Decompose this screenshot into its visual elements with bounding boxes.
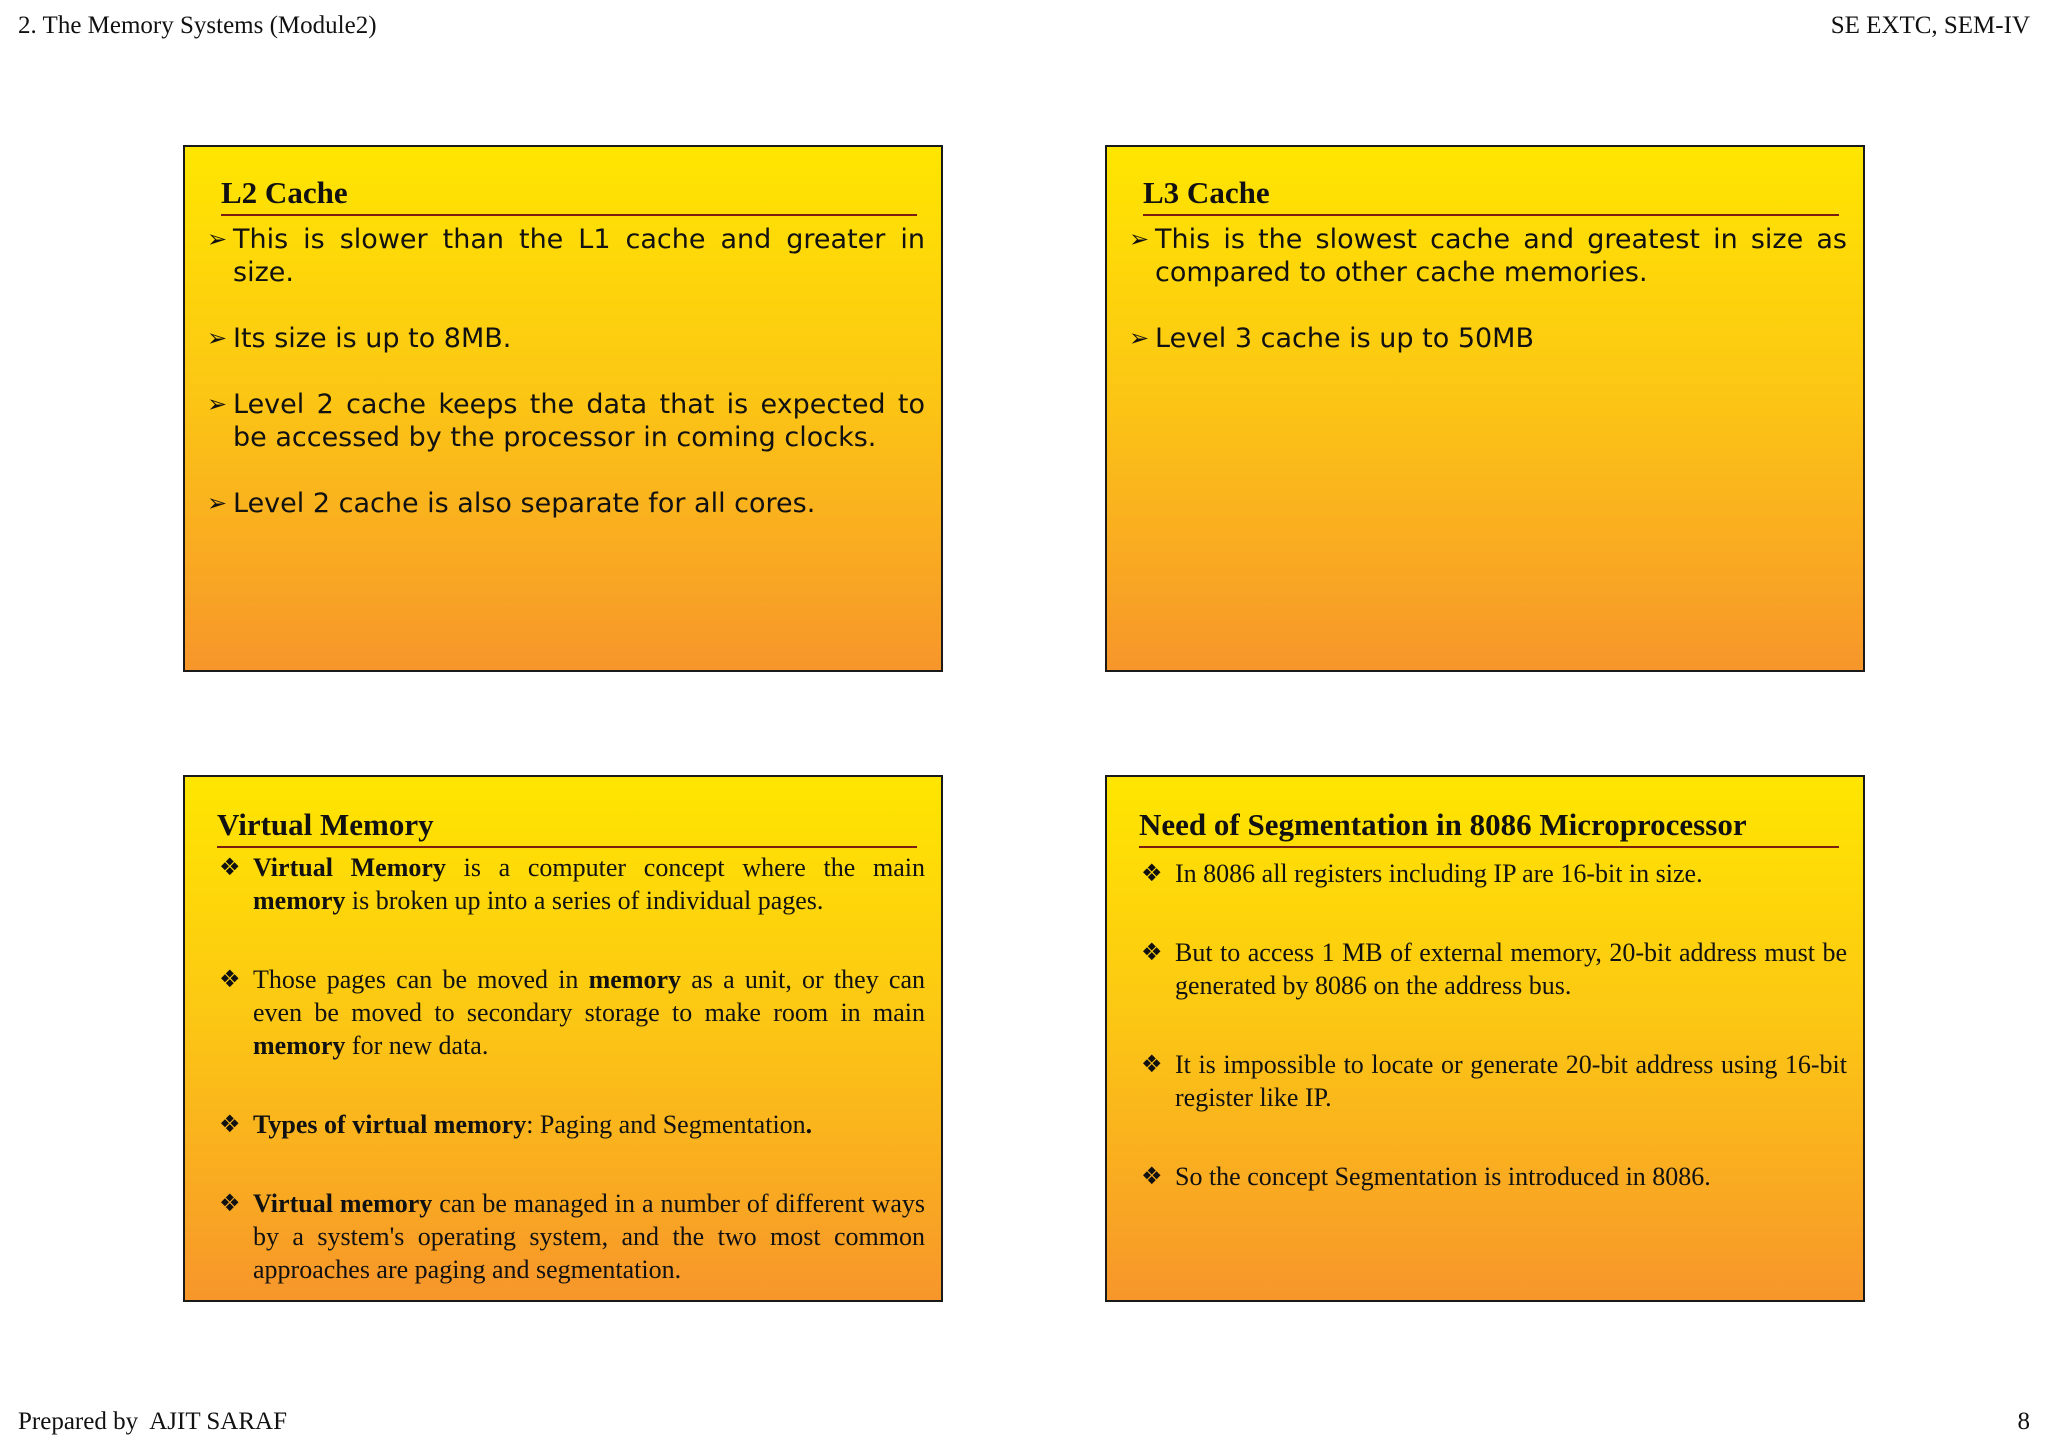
bold-term: Types of virtual memory (253, 1110, 527, 1139)
arrow-bullet-icon: ➢ (207, 489, 228, 517)
arrow-bullet-icon: ➢ (1129, 225, 1150, 253)
list-item (207, 487, 925, 520)
bullet-text: Those pages can be moved in (253, 965, 589, 994)
bullet-text: It is impossible to locate or generate 20-bit address using 16-bit register like IP. (1175, 1050, 1847, 1112)
arrow-bullet-icon: ➢ (207, 390, 228, 418)
page-number: 8 (2017, 1408, 2030, 1435)
bold-term: . (805, 1110, 813, 1139)
page-header-course: SE EXTC, SEM-IV (1830, 12, 2030, 39)
list-item (1141, 936, 1847, 1002)
bullet-text: This is the slowest cache and greatest in size as compared to other cache memories. (1155, 224, 1847, 288)
list-item (207, 322, 925, 355)
bold-term: memory (253, 1031, 346, 1060)
diamond-bullet-icon: ❖ (1141, 1050, 1163, 1078)
footer-author: Prepared by AJIT SARAF (18, 1408, 287, 1435)
arrow-bullet-icon: ➢ (207, 324, 228, 352)
slide-segmentation-8086 (1105, 775, 1865, 1302)
bullet-text: In 8086 all registers including IP are 16-bit in size. (1175, 859, 1703, 888)
bullet-text: But to access 1 MB of external memory, 20-bit address must be generated by 8086 on the address bus. (1175, 938, 1847, 1000)
bullet-text: So the concept Segmentation is introduced in 8086. (1175, 1162, 1711, 1191)
bullet-list (219, 851, 925, 1286)
diamond-bullet-icon: ❖ (1141, 859, 1163, 887)
slide-title: Virtual Memory (217, 807, 917, 848)
list-item (1141, 1048, 1847, 1114)
bullet-list (207, 223, 925, 553)
list-item (207, 223, 925, 289)
list-item (219, 851, 925, 917)
bold-term: Virtual memory (253, 1189, 433, 1218)
slide-l3-cache (1105, 145, 1865, 672)
bullet-text: : Paging and Segmentation (526, 1110, 806, 1139)
bullet-list (1141, 857, 1847, 1193)
bold-term: Virtual Memory (253, 853, 446, 882)
bullet-text: Level 3 cache is up to 50MB (1155, 323, 1535, 354)
slide-title: L2 Cache (221, 175, 917, 216)
diamond-bullet-icon: ❖ (219, 1110, 241, 1138)
bullet-text: Level 2 cache is also separate for all cores. (233, 488, 816, 519)
slide-title: L3 Cache (1143, 175, 1839, 216)
bullet-text: Level 2 cache keeps the data that is expected to be accessed by the processor in coming clocks. (233, 389, 925, 453)
bullet-text: for new data. (345, 1031, 489, 1060)
bullet-text: This is slower than the L1 cache and greater in size. (233, 224, 925, 288)
slide-l2-cache (183, 145, 943, 672)
list-item (1129, 322, 1847, 355)
diamond-bullet-icon: ❖ (219, 853, 241, 881)
diamond-bullet-icon: ❖ (219, 1189, 241, 1217)
bullet-text: is broken up into a series of individual pages. (345, 886, 824, 915)
list-item (1141, 1160, 1847, 1193)
list-item (219, 963, 925, 1062)
bullet-text: can be managed in a number of different ways by a system's operating system, and the two most common approaches are paging and segmentation. (253, 1189, 925, 1284)
diamond-bullet-icon: ❖ (1141, 1162, 1163, 1190)
arrow-bullet-icon: ➢ (207, 225, 228, 253)
slide-virtual-memory (183, 775, 943, 1302)
bullet-text: as a unit, or they can even be moved to secondary storage to make room in main (253, 965, 925, 1027)
bullet-text: Its size is up to 8MB. (233, 323, 512, 354)
list-item (1129, 223, 1847, 289)
diamond-bullet-icon: ❖ (1141, 938, 1163, 966)
list-item (1141, 857, 1847, 890)
list-item (219, 1187, 925, 1286)
slide-title: Need of Segmentation in 8086 Microprocessor (1139, 807, 1839, 848)
bold-term: memory (588, 965, 682, 994)
bold-term: memory (253, 886, 346, 915)
list-item (207, 388, 925, 454)
arrow-bullet-icon: ➢ (1129, 324, 1150, 352)
list-item (219, 1108, 925, 1141)
bullet-list (1129, 223, 1847, 388)
diamond-bullet-icon: ❖ (219, 965, 241, 993)
page-header-title: 2. The Memory Systems (Module2) (18, 12, 377, 39)
bullet-text: is a computer concept where the main (445, 853, 925, 882)
